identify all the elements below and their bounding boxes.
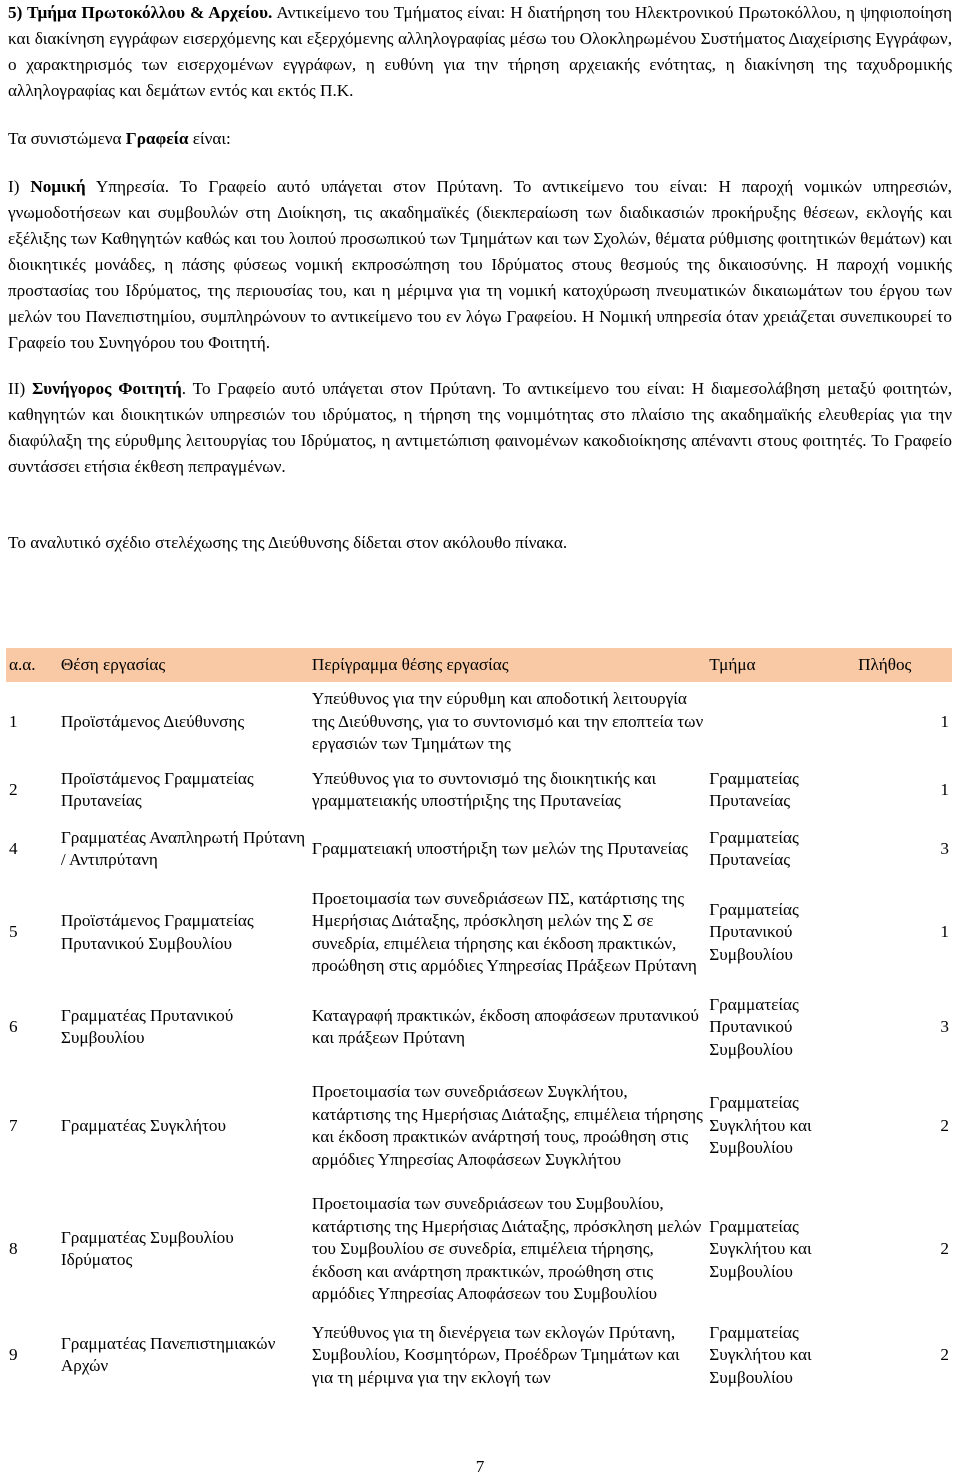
office1-numeral: I) bbox=[8, 177, 31, 196]
cell-count: 2 bbox=[940, 1115, 949, 1135]
cell-description: Προετοιμασία των συνεδριάσεων Συγκλήτου, κατάρτισης της Ημερήσιας Διάταξης, επιμέλεια τήρησης και έκδοση πρακτικών ανάρτησή τους, προώθηση στις αρμόδιες Υπηρεσίας Αποφάσεων Συγκλήτου bbox=[311, 1082, 703, 1169]
cell-aa: 6 bbox=[9, 1017, 18, 1036]
office1-paragraph bbox=[8, 174, 952, 356]
cell-count: 1 bbox=[940, 922, 949, 942]
cell-position: Προϊστάμενος Γραμματείας Πρυτανικού Συμβουλίου bbox=[60, 911, 254, 953]
cell-department bbox=[706, 682, 855, 762]
cell-position: Γραμματέας Πρυτανικού Συμβουλίου bbox=[60, 1005, 234, 1048]
cell-position: Γραμματέας Συμβουλίου Ιδρύματος bbox=[60, 1227, 234, 1270]
table-intro: Το αναλυτικό σχέδιο στελέχωσης της Διεύθυνσης δίδεται στον ακόλουθο πίνακα. bbox=[8, 533, 568, 552]
cell-department: Γραμματείας Συγκλήτου και Συμβουλίου bbox=[709, 1322, 812, 1387]
table-row bbox=[6, 1183, 952, 1316]
column-header-position: Θέση εργασίας bbox=[58, 648, 309, 682]
cell-count: 1 bbox=[940, 711, 949, 731]
office1-title: Νομική bbox=[30, 177, 86, 196]
offices-intro bbox=[8, 126, 952, 152]
cell-department: Γραμματείας Συγκλήτου και Συμβουλίου bbox=[709, 1093, 812, 1158]
cell-description: Προετοιμασία των συνεδριάσεων ΠΣ, κατάρτισης της Ημερήσιας Διάταξης, πρόσκληση μελών της Σ σε συνεδρία, επιμέλεια τήρησης και έκδοση πρακτικών, προώθηση στις αρμόδιες Υπηρεσίας Πράξεων Πρύτανη bbox=[311, 888, 697, 975]
cell-count: 2 bbox=[940, 1239, 949, 1258]
cell-department: Γραμματείας Πρυτανικού Συμβουλίου bbox=[709, 994, 799, 1059]
table-row bbox=[6, 819, 952, 880]
table-row bbox=[6, 880, 952, 986]
table-row bbox=[6, 682, 952, 762]
table-row bbox=[6, 762, 952, 819]
cell-department: Γραμματείας Πρυτανείας bbox=[709, 827, 799, 869]
cell-position: Προϊστάμενος Διεύθυνσης bbox=[60, 711, 245, 731]
cell-description: Γραμματειακή υποστήριξη των μελών της Πρυτανείας bbox=[311, 838, 688, 858]
cell-description: Υπεύθυνος για την εύρυθμη και αποδοτική λειτουργία της Διεύθυνσης, για το συντονισμό και την εποπτεία των εργασιών των Τμημάτων της bbox=[311, 689, 704, 753]
section5-paragraph bbox=[8, 0, 952, 104]
cell-count: 3 bbox=[940, 838, 949, 858]
column-header-aa: α.α. bbox=[6, 648, 58, 682]
office2-numeral: II) bbox=[8, 379, 33, 398]
cell-aa: 7 bbox=[9, 1115, 18, 1135]
cell-position: Γραμματέας Πανεπιστημιακών Αρχών bbox=[60, 1333, 276, 1376]
column-header-description: Περίγραμμα θέσης εργασίας bbox=[309, 648, 706, 682]
cell-aa: 1 bbox=[9, 711, 18, 731]
cell-description: Προετοιμασία των συνεδριάσεων του Συμβουλίου, κατάρτισης της Ημερήσιας Διάταξης, πρόσκληση μελών του Συμβουλίου σε συνεδρία, επιμέλεια τήρησης, έκδοση και ανάρτηση πρακτικών, προώθηση στις αρμόδιες Υπηρεσίας Αποφάσεων του Συμβουλίου bbox=[311, 1194, 702, 1303]
cell-department: Γραμματείας Πρυτανείας bbox=[709, 768, 799, 810]
cell-aa: 8 bbox=[9, 1239, 18, 1258]
cell-description: Υπεύθυνος για το συντονισμό της διοικητικής και γραμματειακής υποστήριξης της Πρυτανείας bbox=[311, 768, 657, 810]
section5-heading: 5) Τμήμα Πρωτοκόλλου & Αρχείου. bbox=[8, 3, 273, 22]
cell-department: Γραμματείας Συγκλήτου και Συμβουλίου bbox=[709, 1216, 812, 1281]
cell-count: 3 bbox=[940, 1017, 949, 1036]
column-header-count: Πλήθος bbox=[855, 648, 952, 682]
offices-intro-suffix: είναι: bbox=[188, 129, 231, 148]
column-header-department: Τμήμα bbox=[706, 648, 855, 682]
cell-aa: 5 bbox=[9, 922, 18, 942]
table-row bbox=[6, 986, 952, 1070]
office1-text: Το Γραφείο αυτό υπάγεται στον Πρύτανη. Το αντικείμενο του είναι: Η παροχή νομικών υπηρεσιών, γνωμοδοτήσεων και συμβουλών στη Διοίκηση, τις ακαδημαϊκές (διεκπεραίωση των διαδικασιών προκήρυξης θέσεων, εκλογής και εξέλιξης των Καθηγητών καθώς και του λοιπού προσωπικού των Τμημάτων και των Σχολών, θέματα ρύθμισης φοιτητικών θεμάτων) και διοικητικές μονάδες, η πάσης φύσεως νομική εκπροσώπηση του Ιδρύματος στους θεσμούς της δικαιοσύνης. Η παροχή νομικής προστασίας του Ιδρύματος, της περιουσίας του, και η μέριμνα για τη νομική κατοχύρωση πνευματικών δικαιωμάτων του έργου των μελών του Πανεπιστημίου, συμπληρώνουν το αντικείμενο του εν λόγω Γραφείου. Η Νομική υπηρεσία όταν χρειάζεται συνεπικουρεί το Γραφείο του Συνηγόρου του Φοιτητή. bbox=[8, 177, 952, 352]
cell-department: Γραμματείας Πρυτανικού Συμβουλίου bbox=[709, 899, 799, 964]
cell-description: Καταγραφή πρακτικών, έκδοση αποφάσεων πρυτανικού και πράξεων Πρύτανη bbox=[311, 1005, 699, 1048]
section5-text: Αντικείμενο του Τμήματος είναι: Η διατήρηση του Ηλεκτρονικού Πρωτοκόλλου, η ψηφιοποίηση και διακίνηση εγγράφων εισερχόμενης και εξερχόμενης αλληλογραφίας μέσω του Ολοκληρωμένου Συστήματος Διαχείρισης Εγγράφων, ο χαρακτηρισμός των εισερχομένων εγγράφων, η ευθύνη για την τήρηση αρχειακής ενότητας, η διακίνηση της ταχυδρομικής αλληλογραφίας και δεμάτων εντός και εκτός Π.Κ. bbox=[8, 3, 953, 100]
cell-position: Γραμματέας Συγκλήτου bbox=[60, 1115, 227, 1135]
cell-position: Γραμματέας Αναπληρωτή Πρύτανη / Αντιπρύτανη bbox=[60, 827, 306, 869]
offices-intro-prefix: Τα συνιστώμενα bbox=[8, 129, 126, 148]
cell-count: 2 bbox=[940, 1345, 949, 1364]
cell-position: Προϊστάμενος Γραμματείας Πρυτανείας bbox=[60, 768, 254, 810]
table-row bbox=[6, 1316, 952, 1396]
office1-title-suffix: Υπηρεσία. bbox=[85, 177, 169, 196]
page-number: 7 bbox=[475, 1457, 485, 1476]
cell-aa: 4 bbox=[9, 838, 18, 858]
cell-aa: 2 bbox=[9, 779, 18, 799]
office2-paragraph bbox=[8, 376, 952, 480]
table-header-row bbox=[6, 648, 952, 682]
cell-aa: 9 bbox=[9, 1345, 18, 1364]
office2-title: Συνήγορος Φοιτητή bbox=[32, 379, 182, 398]
table-body bbox=[6, 682, 952, 1395]
cell-description: Υπεύθυνος για τη διενέργεια των εκλογών Πρύτανη, Συμβουλίου, Κοσμητόρων, Προέδρων Τμημάτων και για τη μέριμνα για την εκλογή των bbox=[311, 1322, 680, 1387]
offices-intro-bold: Γραφεία bbox=[125, 129, 189, 148]
cell-count: 1 bbox=[940, 779, 949, 799]
staffing-table bbox=[6, 648, 952, 1395]
office2-text: . Το Γραφείο αυτό υπάγεται στον Πρύτανη. Το αντικείμενο του είναι: Η διαμεσολάβηση μεταξύ φοιτητών, καθηγητών και διοικητικών υπηρεσιών του ιδρύματος, η τήρηση της νομιμότητας στο πλαίσιο της ακαδημαϊκής ελευθερίας για την διαφύλαξη της εύρυθμης λειτουργίας του Ιδρύματος, η αντιμετώπιση φαινομένων κακοδιοίκησης απέναντι στους φοιτητές. Το Γραφείο συντάσσει ετήσια έκθεση πεπραγμένων. bbox=[8, 379, 952, 476]
table-row bbox=[6, 1069, 952, 1183]
document-page bbox=[8, 0, 952, 556]
